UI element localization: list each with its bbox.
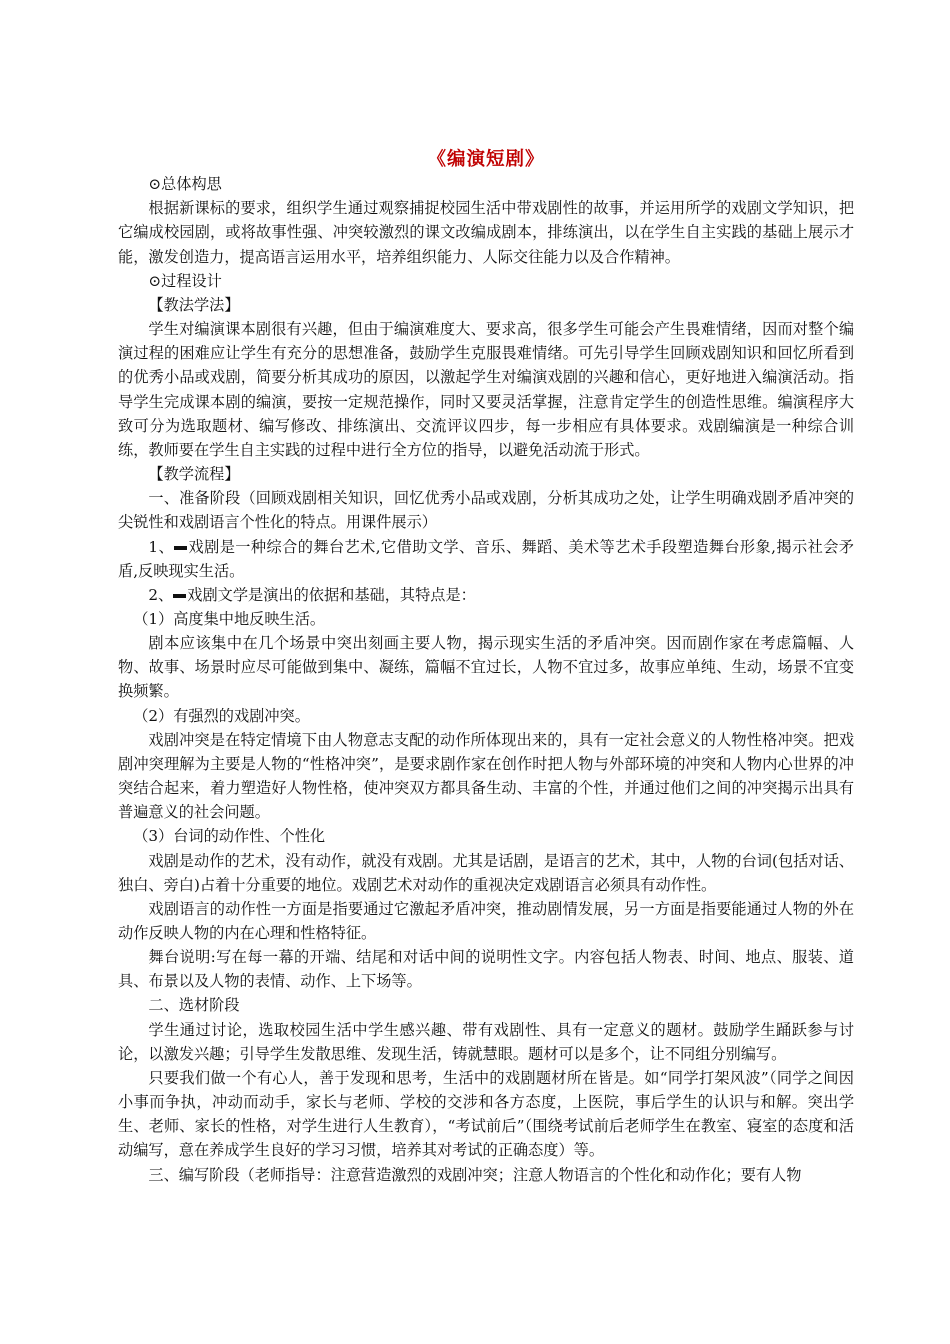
list-item-2 — [118, 583, 854, 607]
stage-2-paragraph-2: 只要我们做一个有心人，善于发现和思考，生活中的戏剧题材所在皆是。如“同学打架风波”（同学之间因小事而争执，冲动而动手，家长与老师、学校的交涉和各方态度，上医院，事后学生的认识与和解。突出学生、老师、家长的性格，对学生进行人生教育），“考试前后”（围绕考试前后老师学生在教室、寝室的态度和活动编写，意在养成学生良好的学习习惯，培养其对考试的正确态度）等。 — [118, 1068, 854, 1160]
sub-heading-1: （1）高度集中地反映生活。 — [133, 609, 326, 628]
stage-2-paragraph-1: 学生通过讨论，选取校园生活中学生感兴趣、带有戏剧性、具有一定意义的题材。鼓励学生踊跃参与讨论，以激发兴趣；引导学生发散思维、发现生活，铸就慧眼。题材可以是多个，让不同组分别编写。 — [118, 1020, 854, 1063]
list-item-1-number: 1、 — [148, 537, 175, 556]
overall-paragraph: 根据新课标的要求，组织学生通过观察捕捉校园生活中带戏剧性的故事，并运用所学的戏剧文学知识，把它编成校园剧，或将故事性强、冲突较激烈的课文改编成剧本，排练演出，以在学生自主实践的基础上展示才能，激发创造力，提高语言运用水平，培养组织能力、人际交往能力以及合作精神。 — [118, 199, 854, 266]
heading-flow: 【教学流程】 — [148, 465, 240, 484]
document-page — [118, 148, 854, 1187]
methods-paragraph: 学生对编演课本剧很有兴趣，但由于编演难度大、要求高，很多学生可能会产生畏难情绪，因而对整个编演过程的困难应让学生有充分的思想准备，鼓励学生克服畏难情绪。可先引导学生回顾戏剧知识和回忆所看到的优秀小品或戏剧，简要分析其成功的原因，以激起学生对编演戏剧的兴趣和信心，更好地进入编演活动。指导学生完成课本剧的编演，要按一定规范操作，同时又要灵活掌握，注意肯定学生的创造性思维。编演程序大致可分为选取题材、编写修改、排练演出、交流评议四步，每一步相应有具体要求。戏剧编演是一种综合训练，教师要在学生自主实践的过程中进行全方位的指导，以避免活动流于形式。 — [118, 320, 854, 459]
stage-1-heading: 一、准备阶段（回顾戏剧相关知识，回忆优秀小品或戏剧，分析其成功之处，让学生明确戏剧矛盾冲突的尖锐性和戏剧语言个性化的特点。用课件展示） — [118, 489, 854, 532]
heading-overall: ⊙总体构思 — [148, 175, 222, 194]
sub-heading-3: （3）台词的动作性、个性化 — [133, 827, 326, 846]
sub-paragraph-1: 剧本应该集中在几个场景中突出刻画主要人物，揭示现实生活的矛盾冲突。因而剧作家在考虑篇幅、人物、故事、场景时应尽可能做到集中、凝练，篇幅不宜过长，人物不宜过多，故事应单纯、生动，场景不宜变换频繁。 — [118, 634, 854, 701]
bullet-marker-icon — [173, 590, 186, 598]
list-item-1-text: 戏剧是一种综合的舞台艺术,它借助文学、音乐、舞蹈、美术等艺术手段塑造舞台形象,揭示社会矛盾,反映现实生活。 — [118, 537, 854, 580]
list-item-2-number: 2、 — [148, 585, 174, 604]
bullet-marker-icon — [174, 542, 187, 550]
sub-paragraph-2: 戏剧冲突是在特定情境下由人物意志支配的动作所体现出来的，具有一定社会意义的人物性格冲突。把戏剧冲突理解为主要是人物的“性格冲突”，是要求剧作家在创作时把人物与外部环境的冲突和人物内心世界的冲突结合起来，着力塑造好人物性格，使冲突双方都具备生动、丰富的个性，并通过他们之间的冲突揭示出具有普遍意义的社会问题。 — [118, 730, 854, 822]
heading-methods: 【教法学法】 — [148, 295, 240, 314]
stage-3-heading: 三、编写阶段（老师指导：注意营造激烈的戏剧冲突；注意人物语言的个性化和动作化；要有人物 — [148, 1165, 802, 1184]
sub-paragraph-3a: 戏剧是动作的艺术，没有动作，就没有戏剧。尤其是话剧，是语言的艺术，其中，人物的台词(包括对话、独白、旁白)占着十分重要的地位。戏剧艺术对动作的重视决定戏剧语言必须具有动作性。 — [118, 851, 854, 894]
document-title: 《编演短剧》 — [427, 149, 545, 170]
list-item-1 — [118, 535, 854, 583]
sub-heading-2: （2）有强烈的戏剧冲突。 — [133, 706, 310, 725]
stage-2-heading: 二、选材阶段 — [148, 996, 240, 1015]
heading-process: ⊙过程设计 — [148, 271, 222, 290]
list-item-2-text: 戏剧文学是演出的依据和基础，其特点是： — [187, 585, 476, 604]
stage-direction-paragraph: 舞台说明:写在每一幕的开端、结尾和对话中间的说明性文字。内容包括人物表、时间、地点、服装、道具、布景以及人物的表情、动作、上下场等。 — [118, 948, 854, 991]
sub-paragraph-3b: 戏剧语言的动作性一方面是指要通过它激起矛盾冲突，推动剧情发展，另一方面是指要能通过人物的外在动作反映人物的内在心理和性格特征。 — [118, 899, 854, 942]
